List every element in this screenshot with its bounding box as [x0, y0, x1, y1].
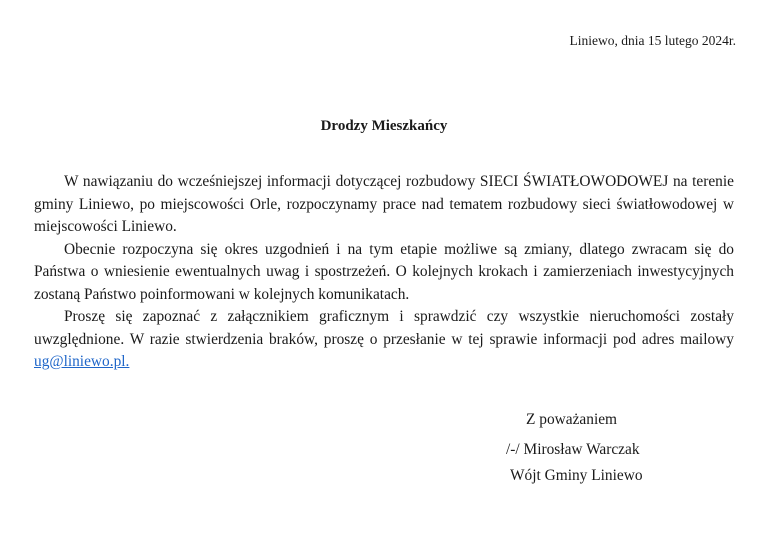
- signatory-title: Wójt Gminy Liniewo: [510, 467, 643, 484]
- greeting-heading: Drodzy Mieszkańcy: [320, 118, 448, 134]
- letter-body: [34, 171, 734, 374]
- date-line: Liniewo, dnia 15 lutego 2024r.: [569, 33, 736, 48]
- closing-regards: Z poważaniem: [526, 411, 618, 428]
- paragraph-2: Obecnie rozpoczyna się okres uzgodnień i na tym etapie możliwe są zmiany, dlatego zwracam się do Państwa o wniesienie ewentualnych uwag i spostrzeżeń. O kolejnych krokach i zamierzeniach inwestycyjnych zostaną Państwo poinformowani w kolejnych komunikatach.: [34, 240, 734, 303]
- paragraph-3: [34, 306, 734, 374]
- paragraph-3-text: Proszę się zapoznać z załącznikiem graficznym i sprawdzić czy wszystkie nieruchomości zostały uwzględnione. W razie stwierdzenia braków, proszę o przesłanie w tej sprawie informacji pod adres mailowy: [34, 308, 734, 348]
- signatory-name: /-/ Mirosław Warczak: [506, 441, 640, 458]
- email-link[interactable]: ug@liniewo.pl.: [34, 353, 130, 370]
- paragraph-1: W nawiązaniu do wcześniejszej informacji dotyczącej rozbudowy SIECI ŚWIATŁOWODOWEJ na terenie gminy Liniewo, po miejscowości Orle, rozpoczynamy prace nad tematem rozbudowy sieci światłowodowej w miejscowości Liniewo.: [34, 173, 734, 235]
